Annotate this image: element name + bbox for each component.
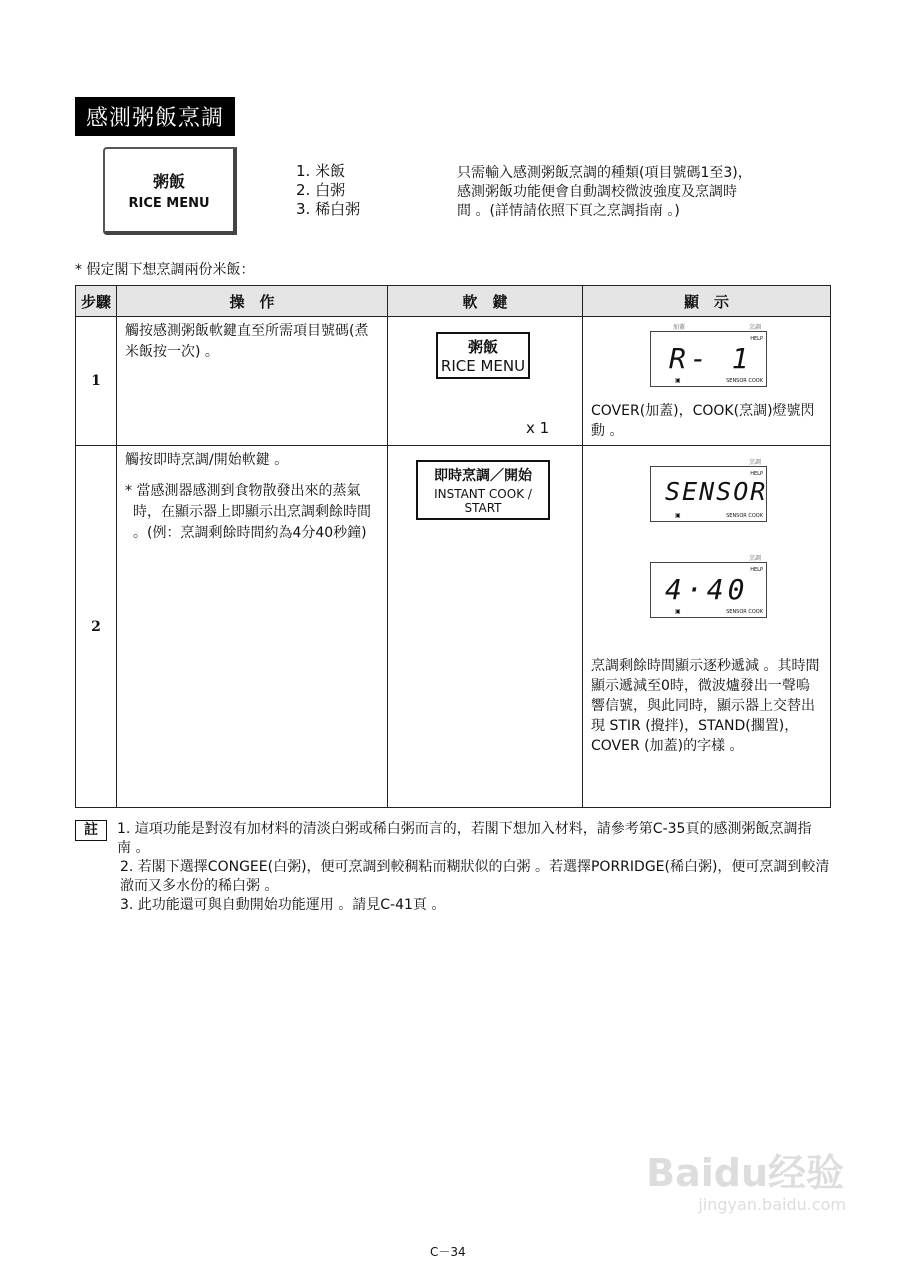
table-row <box>76 446 831 808</box>
notes-label: 註 <box>75 820 107 841</box>
note-text: 3. 此功能還可與自動開始功能運用 。請見C-41頁 。 <box>120 897 446 913</box>
lcd-help: HELP <box>750 336 763 342</box>
header-operation: 操 作 <box>117 286 388 317</box>
menu-item: 2. 白粥 <box>296 181 346 199</box>
lcd-display <box>650 324 767 387</box>
step-operation-cell <box>117 446 388 808</box>
lcd-help: HELP <box>750 471 763 477</box>
page-number: C－34 <box>430 1245 466 1259</box>
lcd-icon: ▣ <box>675 377 681 384</box>
key-label-zh: 即時烹調／開始 <box>434 468 532 484</box>
press-count: x 1 <box>526 419 550 437</box>
rice-key-label-zh: 粥飯 <box>152 172 185 191</box>
rice-key-label-en: RICE MENU <box>128 196 210 211</box>
lcd-icon: ▣ <box>675 608 681 615</box>
rice-menu-key-illustration <box>103 147 237 235</box>
lcd-label-cook: 烹調 <box>748 324 761 331</box>
lcd-sensor: SENSOR COOK <box>726 378 763 384</box>
description-line: 感測粥飯功能便會自動調校微波強度及烹調時 <box>457 184 737 200</box>
watermark-url: jingyan.baidu.com <box>698 1195 846 1214</box>
page-title: 感測粥飯烹調 <box>75 97 235 136</box>
steps-table <box>75 285 831 808</box>
key-label-en: INSTANT COOK / START <box>434 487 532 515</box>
rice-menu-key <box>436 332 530 379</box>
table-row <box>76 317 831 446</box>
intro-description <box>457 164 827 221</box>
lcd-label-cook: 烹調 <box>748 555 761 562</box>
lcd-sensor: SENSOR COOK <box>726 609 763 615</box>
watermark-logo: Baidu经验 <box>646 1151 844 1195</box>
lcd-text: R- 1 <box>669 342 753 375</box>
header-step: 步驟 <box>76 286 117 317</box>
lcd-label-cover: 加蓋 <box>673 324 686 331</box>
step-key-cell <box>388 446 583 808</box>
step-display-cell <box>583 446 831 808</box>
description-line: 只需輸入感測粥飯烹調的種類(項目號碼1至3)， <box>457 165 752 181</box>
step-operation-note: * 當感測器感測到食物散發出來的蒸氣時，在顯示器上即顯示出烹調剩餘時間 。(例：烹調剩餘時間約為4分40秒鐘) <box>125 483 371 541</box>
lcd-label-cook: 烹調 <box>748 459 761 466</box>
notes-section <box>75 820 830 915</box>
menu-items <box>296 162 360 219</box>
lcd-display <box>650 555 767 618</box>
step-key-cell <box>388 317 583 446</box>
display-note: COVER(加蓋)，COOK(烹調)燈號閃動 。 <box>591 403 815 439</box>
step-operation: 觸按即時烹調/開始軟鍵 。 <box>125 452 289 468</box>
lcd-icon: ▣ <box>675 512 681 519</box>
description-line: 間 。(詳情請依照下頁之烹調指南 。) <box>457 203 680 219</box>
step-display-cell <box>583 317 831 446</box>
instant-cook-start-key <box>416 460 550 520</box>
lcd-help: HELP <box>750 567 763 573</box>
step-number: 2 <box>76 446 117 808</box>
lcd-text: 4·40 <box>665 573 749 606</box>
display-note: 烹調剩餘時間顯示逐秒遞減 。其時間顯示遞減至0時，微波爐發出一聲嗚響信號，與此同時，顯示器上交替出現 STIR (攪拌)，STAND(擱置)，COVER (加蓋)的字樣 。 <box>591 658 820 754</box>
key-label-zh: 粥飯 <box>467 338 498 356</box>
lcd-text: SENSOR <box>665 477 768 506</box>
header-display: 顯 示 <box>583 286 831 317</box>
lcd-display <box>650 459 768 522</box>
lcd-sensor: SENSOR COOK <box>726 513 763 519</box>
menu-item: 3. 稀白粥 <box>296 200 361 218</box>
menu-item: 1. 米飯 <box>296 162 346 180</box>
table-header-row <box>76 286 831 317</box>
step-number: 1 <box>76 317 117 446</box>
assumption-text: * 假定閣下想烹調兩份米飯： <box>75 262 255 278</box>
note-item <box>75 820 830 858</box>
step-operation: 觸按感測粥飯軟鍵直至所需項目號碼(煮米飯按一次) 。 <box>117 317 388 446</box>
note-text: 1. 這項功能是對沒有加材料的清淡白粥或稀白粥而言的，若閣下想加入材料，請參考第C-35頁的感測粥飯烹調指南 。 <box>117 821 812 856</box>
key-label-en: RICE MENU <box>440 357 526 375</box>
note-text: 2. 若閣下選擇CONGEE(白粥)，便可烹調到較稠粘而糊狀似的白粥 。若選擇PORRIDGE(稀白粥)，便可烹調到較清澈而又多水份的稀白粥 。 <box>120 859 830 894</box>
header-key: 軟 鍵 <box>388 286 583 317</box>
